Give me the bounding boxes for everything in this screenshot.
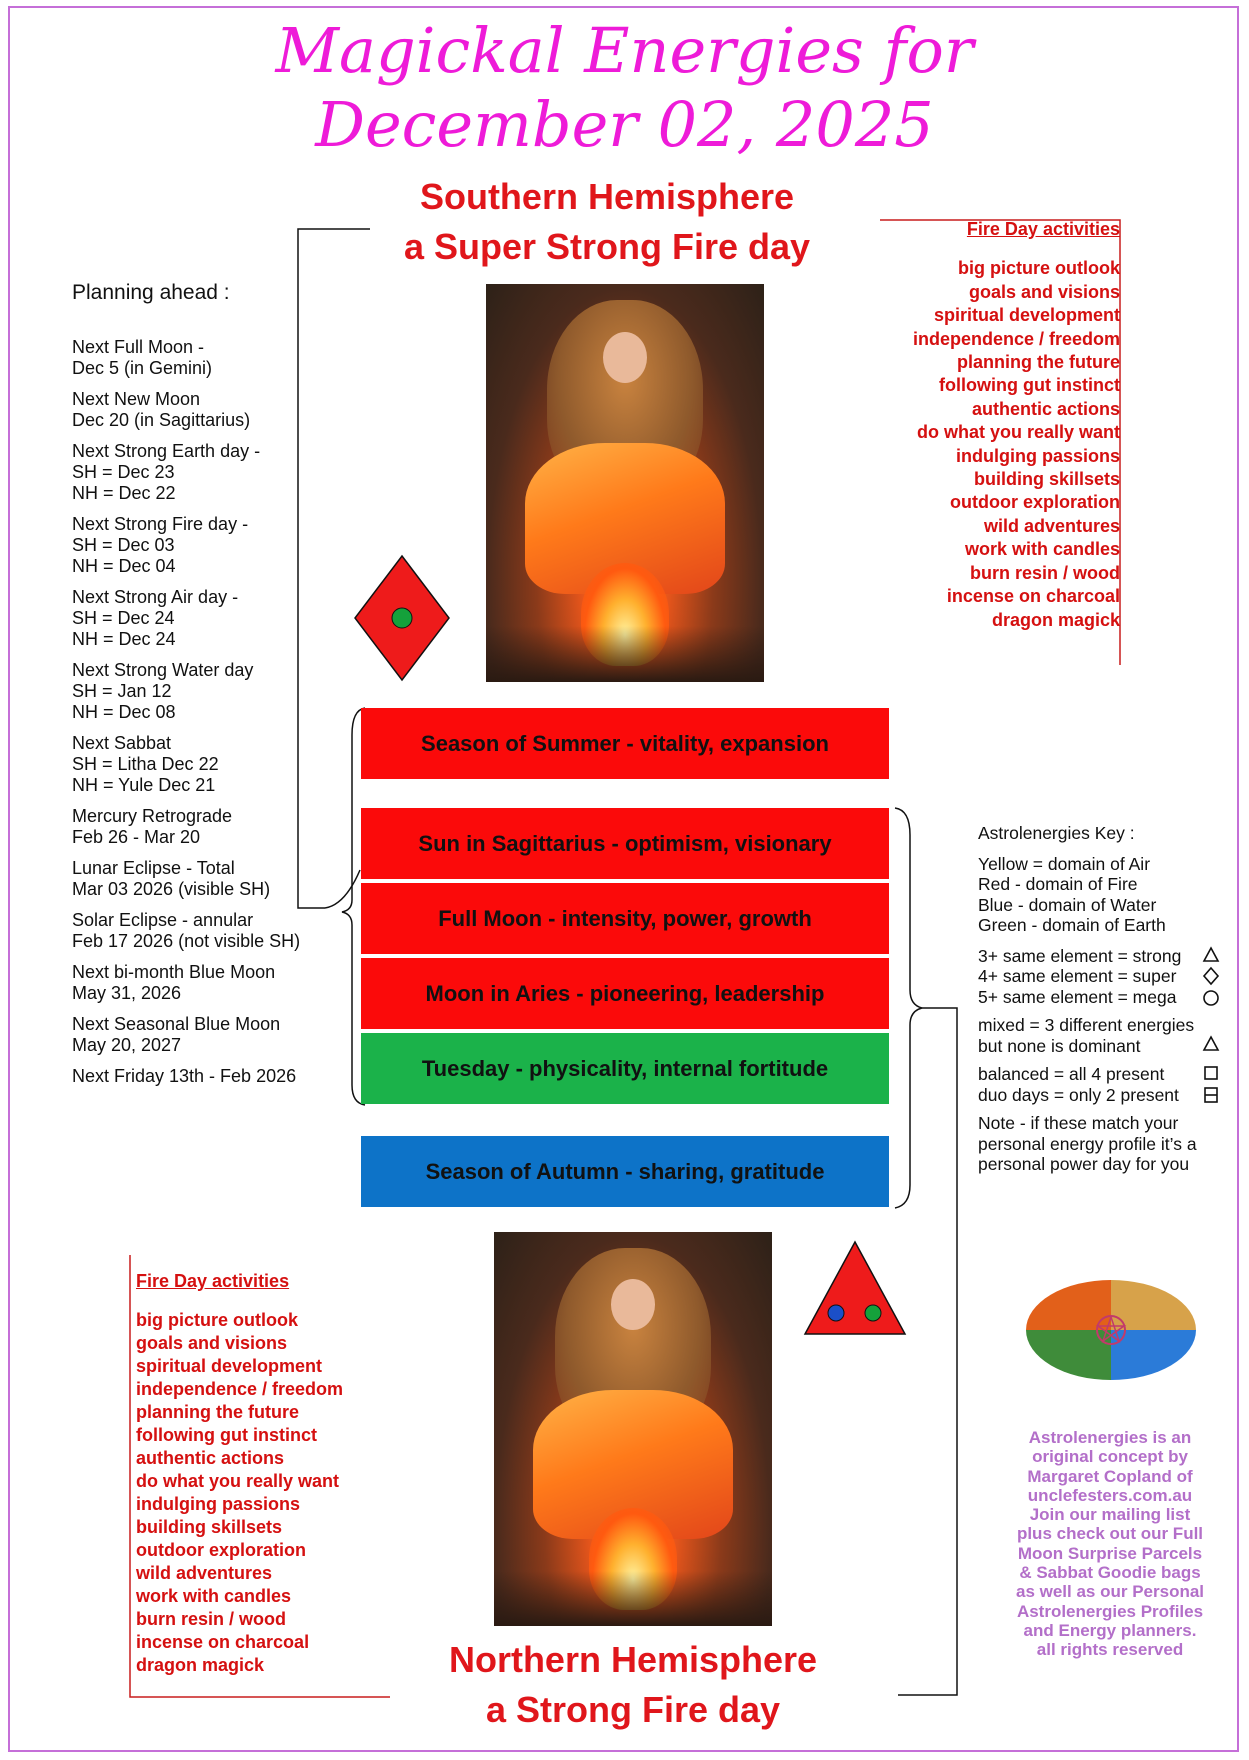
key-color-air: Yellow = domain of Air [978,853,1151,874]
fire-activities-left [136,1270,396,1677]
key-note: Note - if these match your personal energy profile it’s a personal power day for you [978,1113,1197,1174]
fire-activity-item: work with candles [964,539,1120,560]
fire-activity-item: wild adventures [983,515,1120,536]
fire-activity-item: independence / freedom [912,328,1120,349]
planning-item: Mercury Retrograde Feb 26 - Mar 20 [72,806,233,847]
promo-line: Astrolenergies Profiles [1016,1601,1204,1621]
bar-season-summer: Season of Summer - vitality, expansion [361,708,889,779]
fire-activity-item: dragon magick [991,609,1120,630]
southern-line-2: a Super Strong Fire day [403,226,811,267]
key-mixed-text: mixed = 3 different energies but none is dominant [978,1015,1195,1056]
bar-full-moon: Full Moon - intensity, power, growth [361,883,889,954]
fire-activity-item: incense on charcoal [946,586,1120,607]
key-super-row [978,966,1228,987]
key-mixed-row [978,1015,1228,1056]
key-colors [978,854,1228,936]
promo-line: & Sabbat Goodie bags [1019,1563,1201,1583]
key-balanced-row [978,1064,1228,1085]
fire-maiden-photo-bottom [494,1232,772,1626]
planning-item: Next New Moon Dec 20 (in Sagittarius) [72,389,251,430]
fire-activity-item: goals and visions [968,281,1120,302]
strong-triangle-icon [805,1242,905,1334]
fire-maiden-photo-top [486,284,764,682]
planning-item: Solar Eclipse - annular Feb 17 2026 (not visible SH) [72,910,301,951]
key-strong-text: 3+ same element = strong [978,945,1182,966]
promo-line: and Energy planners. [1023,1620,1197,1640]
fire-activity-item: burn resin / wood [136,1609,287,1629]
fire-activity-item: following gut instinct [939,375,1120,396]
planning-item: Next Strong Fire day - SH = Dec 03 NH = Dec 04 [72,514,249,576]
fire-activity-item: goals and visions [136,1333,288,1353]
green-dot-icon-2 [865,1305,881,1321]
bar-season-autumn: Season of Autumn - sharing, gratitude [361,1136,889,1207]
promo-line: Moon Surprise Parcels [1017,1543,1203,1563]
fire-activities-list-left [136,1309,396,1677]
key-strength [978,946,1228,1008]
diamond-icon [1202,966,1220,986]
bar-day: Tuesday - physicality, internal fortitude [361,1033,889,1104]
promo-line: Margaret Copland of [1027,1466,1193,1486]
fire-activities-heading-right: Fire Day activities [966,219,1120,239]
fire-activity-item: dragon magick [136,1655,265,1675]
promo-text [1000,1428,1220,1660]
astrolenergies-logo [1026,1280,1196,1380]
fire-activity-item: work with candles [136,1586,292,1606]
key-duo-row [978,1085,1228,1106]
key-heading: Astrolenergies Key : [978,823,1135,843]
northern-bracket [898,1008,957,1695]
northern-line-1: Northern Hemisphere [448,1639,818,1680]
planning-item: Next Friday 13th - Feb 2026 [72,1066,297,1086]
key-strong-row [978,946,1228,967]
fire-activity-item: spiritual development [136,1356,323,1376]
fire-activity-item: outdoor exploration [136,1540,306,1560]
circle-icon [1202,987,1220,1007]
astrolenergies-key [978,823,1228,1175]
triangle-icon [1202,946,1220,964]
promo-line: original concept by [1032,1447,1188,1467]
promo-line: as well as our Personal [1015,1582,1205,1602]
fire-activity-item: wild adventures [136,1563,273,1583]
fire-activity-item: big picture outlook [958,258,1120,279]
planning-item: Next Full Moon - Dec 5 (in Gemini) [72,337,213,378]
planning-item: Next Strong Earth day - SH = Dec 23 NH = Dec 22 [72,441,261,503]
bar-moon-sign: Moon in Aries - pioneering, leadership [361,958,889,1029]
planning-item: Next bi-month Blue Moon May 31, 2026 [72,962,276,1003]
green-dot-icon [392,608,412,628]
key-super-text: 4+ same element = super [978,966,1177,986]
southern-bracket-tail [325,870,360,908]
fire-activity-item: planning the future [136,1402,299,1422]
planning-heading: Planning ahead : [72,281,230,304]
fire-activity-item: do what you really want [916,422,1120,443]
fire-activities-right [880,218,1120,632]
northern-line-2: a Strong Fire day [485,1689,781,1730]
fire-activity-item: incense on charcoal [136,1632,310,1652]
bars-right-brace [895,808,922,1208]
key-color-fire: Red - domain of Fire [978,874,1138,894]
title-line-1: Magickal Energies for [275,14,974,87]
logo-pentacle-icon [1026,1280,1196,1380]
fire-activity-item: outdoor exploration [950,492,1120,513]
square-icon [1202,1064,1220,1082]
key-mega-text: 5+ same element = mega [978,986,1177,1007]
fire-activity-item: building skillsets [973,469,1120,490]
key-mega-row [978,987,1228,1008]
southern-bracket [298,229,370,908]
key-color-earth: Green - domain of Earth [978,915,1166,935]
southern-line-1: Southern Hemisphere [419,176,795,217]
fire-activity-item: indulging passions [136,1494,301,1514]
fire-activities-list-right [880,257,1120,632]
planning-item: Next Strong Water day SH = Jan 12 NH = Dec 08 [72,660,254,722]
promo-line: Join our mailing list [1029,1505,1191,1525]
fire-activities-heading-left: Fire Day activities [136,1271,290,1291]
promo-line: unclefesters.com.au [1027,1485,1193,1505]
bar-sun-sign: Sun in Sagittarius - optimism, visionary [361,808,889,879]
promo-line: plus check out our Full [1016,1524,1204,1544]
promo-line: all rights reserved [1036,1640,1184,1660]
fire-activity-item: big picture outlook [136,1310,298,1330]
key-balanced-text: balanced = all 4 present [978,1064,1165,1084]
fire-activity-item: building skillsets [136,1517,283,1537]
fire-activity-item: do what you really want [136,1471,340,1491]
planning-item: Next Sabbat SH = Litha Dec 22 NH = Yule Dec 21 [72,733,219,795]
fire-activity-item: independence / freedom [136,1379,344,1399]
fire-activity-item: burn resin / wood [969,562,1120,583]
fire-activity-item: authentic actions [136,1448,285,1468]
mixed-triangle-icon [1202,1035,1220,1053]
key-color-water: Blue - domain of Water [978,894,1157,915]
fire-activity-item: planning the future [957,352,1120,373]
planning-item: Next Strong Air day - SH = Dec 24 NH = Dec 24 [72,587,239,649]
promo-lines [1000,1428,1220,1660]
planning-item: Next Seasonal Blue Moon May 20, 2027 [72,1014,281,1055]
fire-activity-item: spiritual development [933,305,1120,326]
fire-activity-item: following gut instinct [136,1425,317,1445]
fire-activity-item: indulging passions [955,445,1120,466]
split-square-icon [1202,1085,1220,1105]
blue-dot-icon [828,1305,844,1321]
planning-item: Lunar Eclipse - Total Mar 03 2026 (visible SH) [72,858,271,899]
title-line-2: December 02, 2025 [315,88,934,161]
fire-activity-item: authentic actions [971,398,1120,419]
key-duo-text: duo days = only 2 present [978,1084,1179,1105]
promo-line: Astrolenergies is an [1028,1428,1192,1447]
